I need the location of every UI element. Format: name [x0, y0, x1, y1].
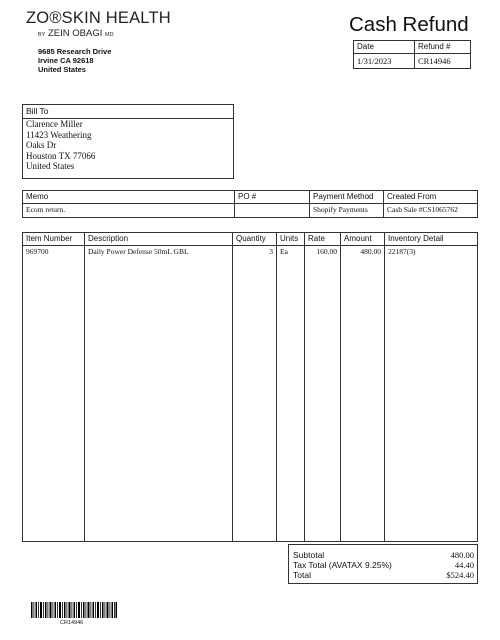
rate-cell: 160.00: [305, 246, 341, 542]
refund-info-table: [353, 40, 471, 69]
payment-method-value: Shopify Payments: [310, 204, 384, 218]
totals-values: [446, 550, 474, 580]
po-value: [235, 204, 310, 218]
tax-label: Tax Total (AVATAX 9.25%): [293, 560, 392, 570]
amount-cell: 480.00: [341, 246, 385, 542]
items-table: [22, 232, 478, 542]
total-label: Total: [293, 570, 311, 580]
date-header: Date: [354, 41, 415, 54]
total-value: $524.40: [446, 570, 474, 580]
barcode: [31, 602, 117, 618]
address-line-3: United States: [38, 65, 86, 74]
units-header: Units: [277, 233, 305, 246]
quantity-cell: 3: [233, 246, 277, 542]
inventory-detail-cell: 22187(3): [385, 246, 478, 542]
refund-number-header: Refund #: [415, 41, 471, 54]
description-header: Description: [85, 233, 233, 246]
bill-to-label: Bill To: [23, 105, 234, 119]
tax-value: 44.40: [454, 560, 474, 570]
item-number-cell: 969700: [23, 246, 85, 542]
subtotal-label: Subtotal: [293, 550, 325, 560]
amount-header: Amount: [341, 233, 385, 246]
address-line-1: 9685 Research Drive: [38, 47, 112, 56]
payment-method-header: Payment Method: [310, 191, 384, 204]
po-header: PO #: [235, 191, 310, 204]
description-cell: Daily Power Defense 50mL GBL: [85, 246, 233, 542]
company-logo: ZO®SKIN HEALTH: [26, 9, 171, 27]
table-row: [23, 246, 478, 542]
memo-value: Ecom return.: [23, 204, 235, 218]
subtotal-value: 480.00: [450, 550, 474, 560]
units-cell: Ea: [277, 246, 305, 542]
refund-number-value: CR14946: [415, 54, 471, 69]
memo-table: [22, 190, 478, 218]
bill-to-address: Clarence Miller 11423 Weathering Oaks Dr Houston TX 77066 United States: [23, 119, 234, 179]
item-number-header: Item Number: [23, 233, 85, 246]
document-title: Cash Refund: [349, 13, 469, 36]
bill-to-box: [22, 104, 234, 179]
company-logo-subtitle: BY ZEIN OBAGI MD: [38, 28, 114, 39]
totals-labels: [293, 550, 392, 580]
quantity-header: Quantity: [233, 233, 277, 246]
inventory-detail-header: Inventory Detail: [385, 233, 478, 246]
totals-box: [288, 544, 478, 584]
created-from-value: Cash Sale #CS1065762: [384, 204, 478, 218]
address-line-2: Irvine CA 92618: [38, 56, 94, 65]
created-from-header: Created From: [384, 191, 478, 204]
barcode-label: CR14946: [60, 620, 84, 626]
memo-header: Memo: [23, 191, 235, 204]
date-value: 1/31/2023: [354, 54, 415, 69]
rate-header: Rate: [305, 233, 341, 246]
